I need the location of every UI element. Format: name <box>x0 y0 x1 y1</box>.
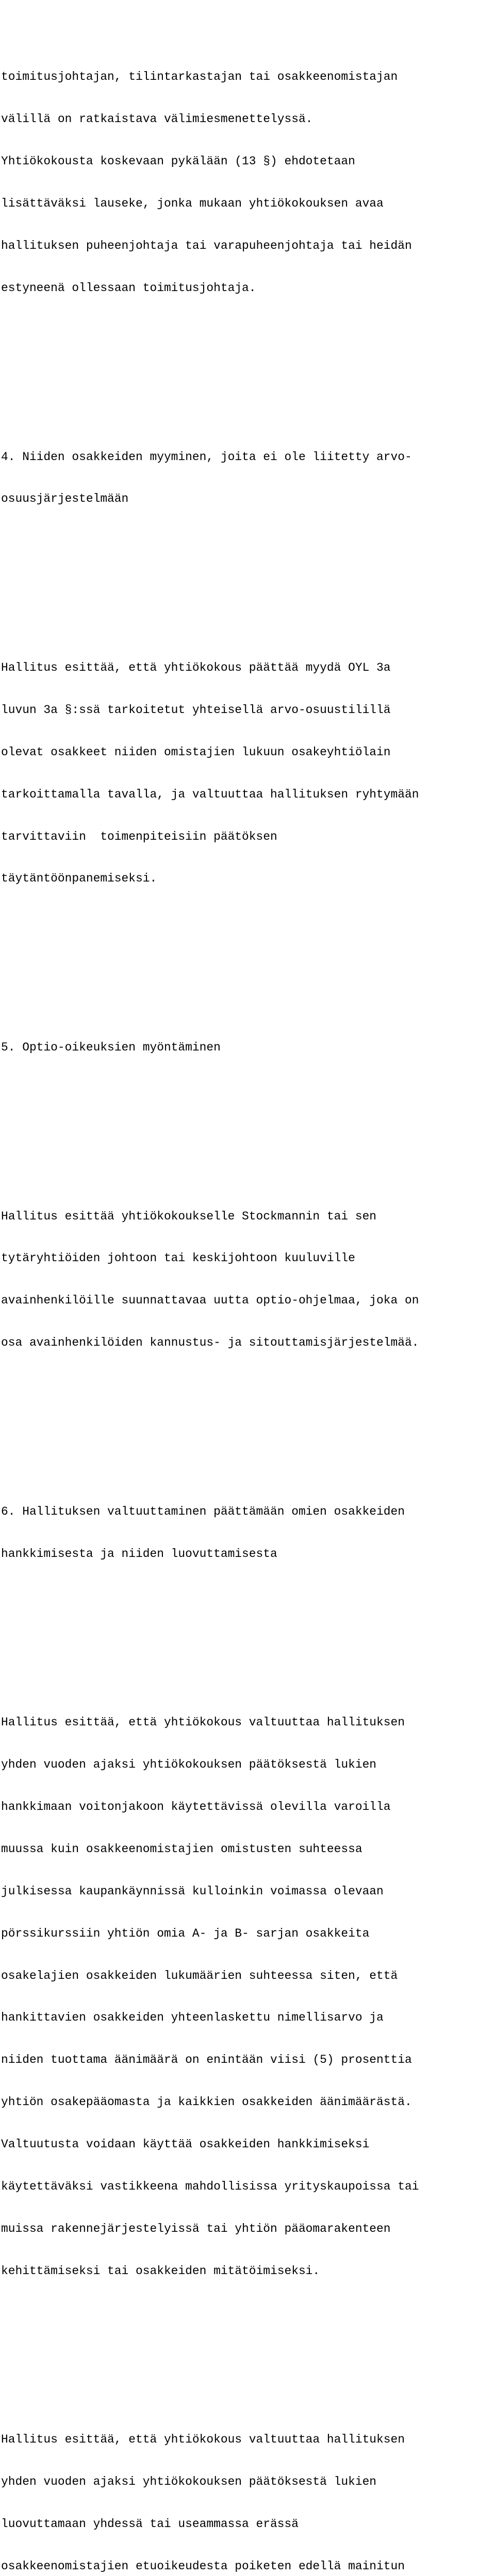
text-line: yhden vuoden ajaksi yhtiökokouksen päätöksestä lukien <box>1 1758 377 1772</box>
spacer <box>1 956 494 970</box>
text-line: hankittavien osakkeiden yhteenlaskettu nimellisarvo ja <box>1 2011 384 2025</box>
text-line: välillä on ratkaistava välimiesmenettelyssä. <box>1 112 313 126</box>
text-line: muissa rakennejärjestelyissä tai yhtiön pääomarakenteen <box>1 2222 391 2235</box>
document-page <box>1 0 494 2576</box>
text-line: osakelajien osakkeiden lukumäärien suhteessa siten, että <box>1 1969 398 1982</box>
text-line: hallituksen puheenjohtaja tai varapuheenjohtaja tai heidän <box>1 239 412 253</box>
text-line: osa avainhenkilöiden kannustus- ja sitouttamisjärjestelmää. <box>1 1336 419 1350</box>
spacer <box>1 1631 494 1645</box>
spacer <box>1 1420 494 1434</box>
text-line: toimitusjohtajan, tilintarkastajan tai osakkeenomistajan <box>1 70 398 84</box>
text-line: niiden tuottama äänimäärä on enintään viisi (5) prosenttia <box>1 2053 412 2067</box>
text-line: Yhtiökokousta koskevaan pykälään (13 §) ehdotetaan <box>1 155 355 168</box>
heading-line: 5. Optio-oikeuksien myöntäminen <box>1 1040 221 1054</box>
text-line: Hallitus esittää, että yhtiökokous päättää myydä OYL 3a <box>1 660 391 674</box>
text-line: tytäryhtiöiden johtoon tai keskijohtoon kuuluville <box>1 1251 355 1265</box>
text-line: käytettäväksi vastikkeena mahdollisissa yrityskaupoissa tai <box>1 2180 419 2194</box>
text-line: Valtuutusta voidaan käyttää osakkeiden hankkimiseksi <box>1 2138 370 2151</box>
spacer <box>1 577 494 590</box>
section-5-heading <box>1 1012 494 1082</box>
section-6-paragraph-1 <box>1 1688 494 2307</box>
heading-line: osuusjärjestelmään <box>1 492 129 506</box>
section-4-heading <box>1 422 494 534</box>
section-6-heading <box>1 1477 494 1589</box>
text-line: tarkoittamalla tavalla, ja valtuuttaa hallituksen ryhtymään <box>1 787 419 801</box>
text-line: tarvittaviin toimenpiteisiin päätöksen <box>1 829 277 843</box>
text-line: Hallitus esittää, että yhtiökokous valtuuttaa hallituksen <box>1 1716 405 1730</box>
section-5-body <box>1 1181 494 1378</box>
heading-line: hankkimisesta ja niiden luovuttamisesta <box>1 1547 277 1561</box>
text-line: estyneenä ollessaan toimitusjohtaja. <box>1 281 256 295</box>
spacer <box>1 366 494 380</box>
text-line: muussa kuin osakkeenomistajien omistusten suhteessa <box>1 1842 362 1856</box>
text-line: olevat osakkeet niiden omistajien lukuun osakeyhtiölain <box>1 745 391 759</box>
text-line: hankkimaan voitonjakoon käytettävissä olevilla varoilla <box>1 1800 391 1814</box>
text-line: luovuttamaan yhdessä tai useammassa erässä <box>1 2517 299 2531</box>
spacer <box>1 2349 494 2363</box>
text-line: yhden vuoden ajaksi yhtiökokouksen päätöksestä lukien <box>1 2475 377 2489</box>
text-line: Hallitus esittää, että yhtiökokous valtuuttaa hallituksen <box>1 2433 405 2447</box>
text-line: osakkeenomistajien etuoikeudesta poiketen edellä mainitun <box>1 2560 405 2573</box>
section-4-body <box>1 633 494 914</box>
text-line: avainhenkilöille suunnattavaa uutta optio-ohjelmaa, joka on <box>1 1294 419 1308</box>
text-line: kehittämiseksi tai osakkeiden mitätöimiseksi. <box>1 2264 320 2278</box>
text-line: pörssikurssiin yhtiön omia A- ja B- sarjan osakkeita <box>1 1926 370 1940</box>
text-line: lisättäväksi lauseke, jonka mukaan yhtiökokouksen avaa <box>1 197 384 211</box>
spacer <box>1 1125 494 1139</box>
heading-line: 6. Hallituksen valtuuttaminen päättämään omien osakkeiden <box>1 1504 405 1518</box>
section-6-paragraph-2 <box>1 2405 494 2576</box>
text-line: yhtiön osakepääomasta ja kaikkien osakkeiden äänimäärästä. <box>1 2095 412 2109</box>
text-line: täytäntöönpanemiseksi. <box>1 872 157 886</box>
heading-line: 4. Niiden osakkeiden myyminen, joita ei ole liitetty arvo- <box>1 450 412 464</box>
text-line: julkisessa kaupankäynnissä kulloinkin voimassa olevaan <box>1 1884 384 1898</box>
text-line: luvun 3a §:ssä tarkoitetut yhteisellä arvo-osuustilillä <box>1 703 391 717</box>
text-line: Hallitus esittää yhtiökokoukselle Stockmannin tai sen <box>1 1209 377 1223</box>
intro-paragraph <box>1 42 494 324</box>
